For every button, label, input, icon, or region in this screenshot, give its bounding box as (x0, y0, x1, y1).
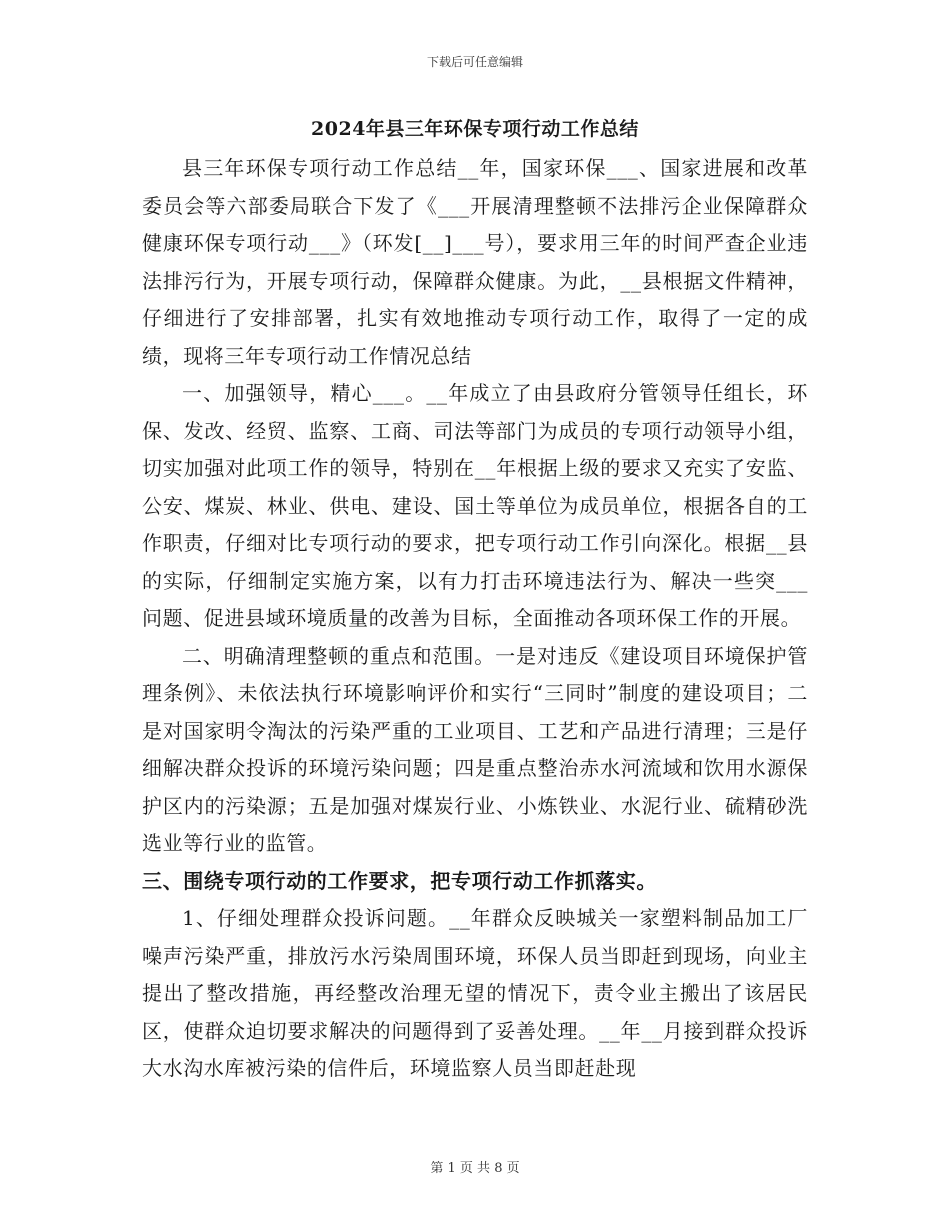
page-number-footer: 第 1 页 共 8 页 (430, 1161, 520, 1176)
paragraph-section-2: 二、明确清理整顿的重点和范围。一是对违反《建设项目环境保护管理条例》、未依法执行环境影响评价和实行“三同时”制度的建设项目；二是对国家明令淘汰的污染严重的工业项目、工艺和产品进行清理；三是仔细解决群众投诉的环境污染问题；四是重点整治赤水河流域和饮用水源保护区内的污染源；五是加强对煤炭行业、小炼铁业、水泥行业、硫精砂洗选业等行业的监管。 (142, 643, 808, 855)
paragraph-intro: 县三年环保专项行动工作总结__年，国家环保___、国家进展和改革委员会等六部委局联合下发了《___开展清理整顿不法排污企业保障群众健康环保专项行动___》（环发[__]___号），要求用三年的时间严查企业违法排污行为，开展专项行动，保障群众健康。为此，__县根据文件精神，仔细进行了安排部署，扎实有效地推动专项行动工作，取得了一定的成绩，现将三年专项行动工作情况总结 (142, 156, 808, 368)
document-title: 2024年县三年环保专项行动工作总结 (311, 118, 639, 140)
paragraph-section-3-item-1: 1、仔细处理群众投诉问题。__年群众反映城关一家塑料制品加工厂噪声污染严重，排放污水污染周围环境，环保人员当即赶到现场，向业主提出了整改措施，再经整改治理无望的情况下，责令业主搬出了该居民区，使群众迫切要求解决的问题得到了妥善处理。__年__月接到群众投诉大水沟水库被污染的信件后，环境监察人员当即赶赴现 (142, 906, 808, 1080)
document-body (142, 150, 808, 1088)
paragraph-section-1: 一、加强领导，精心___。__年成立了由县政府分管领导任组长，环保、发改、经贸、监察、工商、司法等部门为成员的专项行动领导小组，切实加强对此项工作的领导，特别在__年根据上级的要求又充实了安监、公安、煤炭、林业、供电、建设、国土等单位为成员单位，根据各自的工作职责，仔细对比专项行动的要求，把专项行动工作引向深化。根据__县的实际，仔细制定实施方案，以有力打击环境违法行为、解决一些突___问题、促进县域环境质量的改善为目标，全面推动各项环保工作的开展。 (142, 381, 808, 630)
page-header-note: 下载后可任意编辑 (426, 55, 523, 69)
section-3-heading: 三、围绕专项行动的工作要求，把专项行动工作抓落实。 (142, 868, 657, 893)
